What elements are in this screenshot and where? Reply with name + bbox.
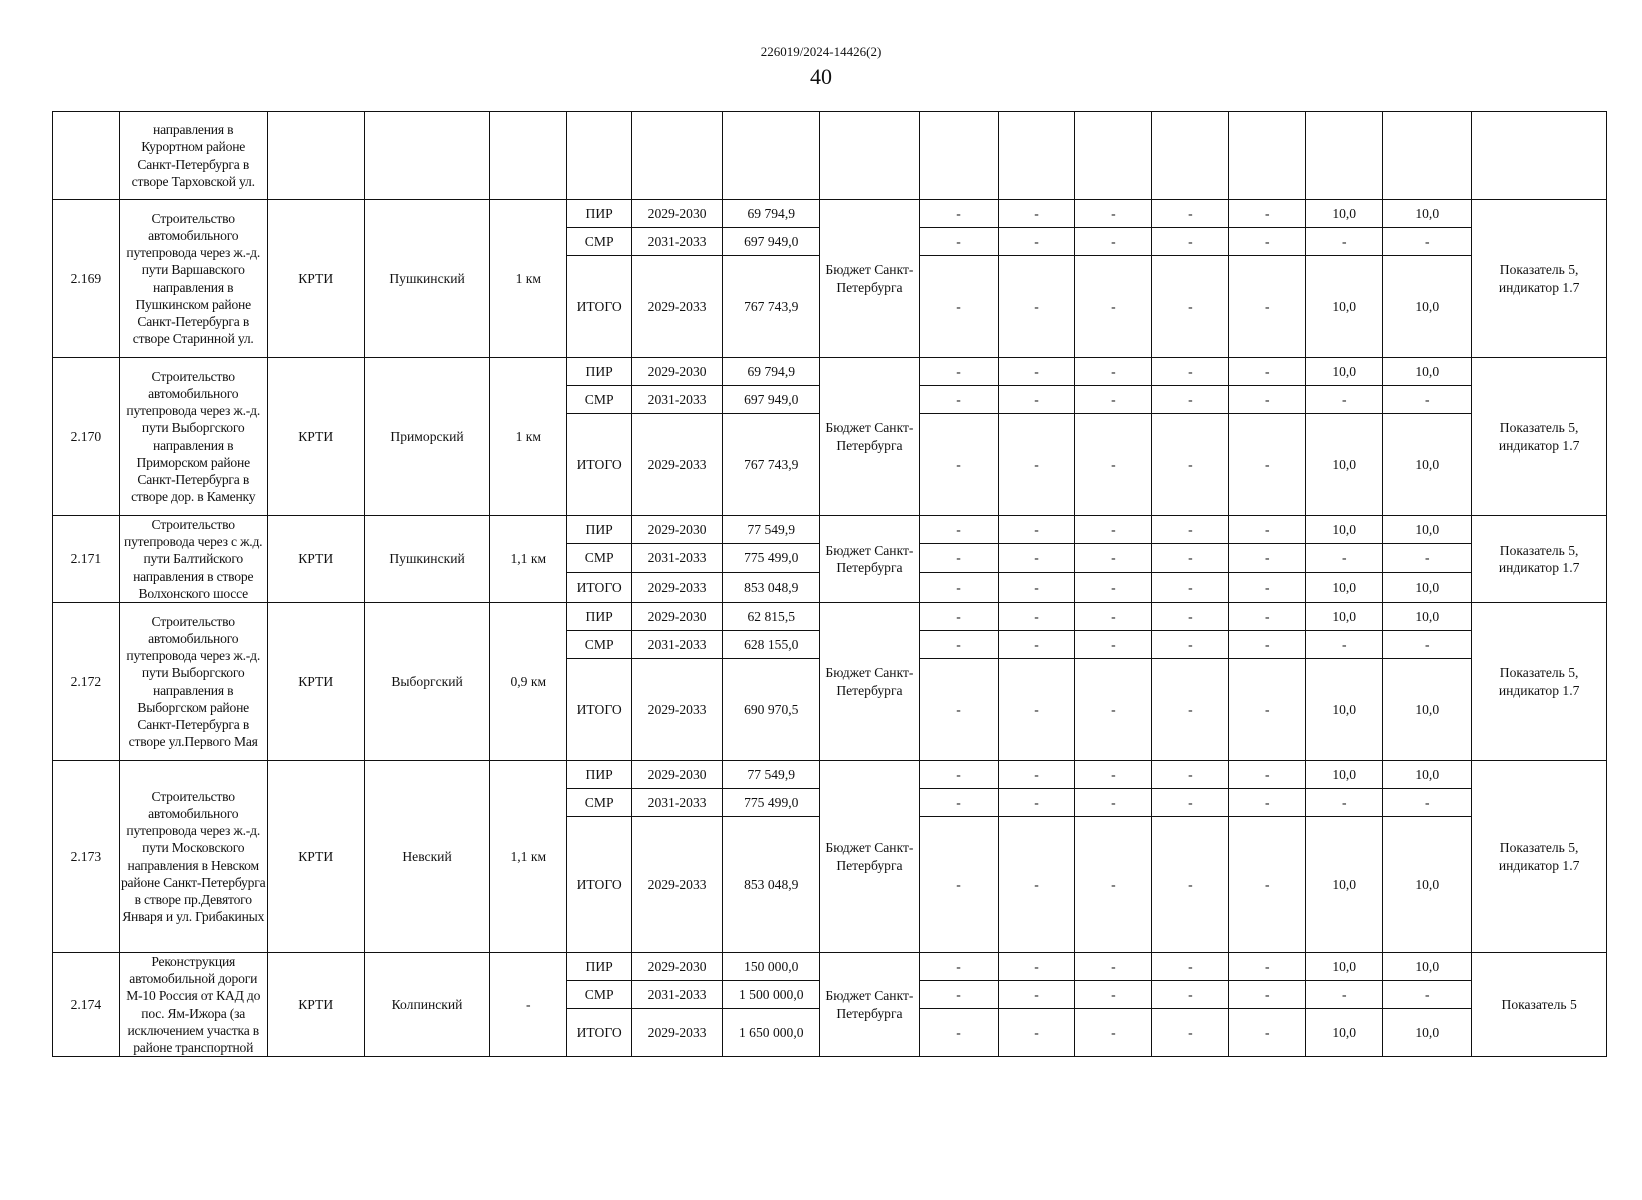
stage-period-cell: 2029-2033	[632, 414, 723, 516]
year-value-cell: -	[1152, 386, 1229, 414]
year-value-cell: -	[1152, 631, 1229, 659]
year-value-cell: -	[1152, 953, 1229, 981]
length-cell: -	[490, 953, 567, 1057]
year-value-cell: -	[919, 544, 998, 572]
year-value-cell: 10,0	[1306, 414, 1383, 516]
stage-type-cell: СМР	[567, 544, 632, 572]
stage-cost-cell: 1 500 000,0	[723, 981, 820, 1009]
empty-cell	[632, 112, 723, 200]
year-value-cell: -	[1075, 544, 1152, 572]
stage-period-cell: 2031-2033	[632, 544, 723, 572]
year-value-cell: -	[1306, 386, 1383, 414]
year-value-cell: 10,0	[1306, 817, 1383, 953]
year-value-cell: -	[1075, 572, 1152, 602]
year-value-cell: -	[919, 603, 998, 631]
year-value-cell: -	[1152, 414, 1229, 516]
year-value-cell: -	[1229, 659, 1306, 761]
object-name-cell: Реконструкция автомобильной дороги М-10 Россия от КАД до пос. Ям-Ижора (за исключением участка в районе транспортной	[119, 953, 267, 1057]
page-number: 40	[810, 64, 832, 89]
year-value-cell: -	[1152, 817, 1229, 953]
year-value-cell: -	[1383, 228, 1472, 256]
row-number-cell: 2.169	[53, 200, 120, 358]
year-value-cell: -	[919, 953, 998, 981]
year-value-cell: -	[1075, 256, 1152, 358]
year-value-cell: -	[1229, 817, 1306, 953]
year-value-cell: -	[1152, 1009, 1229, 1057]
year-value-cell: -	[1152, 200, 1229, 228]
year-value-cell: 10,0	[1306, 200, 1383, 228]
year-value-cell: -	[1075, 603, 1152, 631]
year-value-cell: 10,0	[1383, 603, 1472, 631]
stage-period-cell: 2029-2030	[632, 200, 723, 228]
year-value-cell: -	[1075, 386, 1152, 414]
empty-cell	[998, 112, 1075, 200]
stage-period-cell: 2029-2033	[632, 817, 723, 953]
year-value-cell: -	[998, 358, 1075, 386]
length-cell: 1 км	[490, 200, 567, 358]
responsible-org-cell: КРТИ	[267, 761, 364, 953]
district-cell: Пушкинский	[364, 200, 490, 358]
year-value-cell: -	[1229, 358, 1306, 386]
stage-type-cell: ИТОГО	[567, 817, 632, 953]
stage-cost-cell: 69 794,9	[723, 358, 820, 386]
year-value-cell: -	[998, 659, 1075, 761]
stage-period-cell: 2029-2033	[632, 1009, 723, 1057]
year-value-cell: 10,0	[1383, 256, 1472, 358]
length-cell: 1,1 км	[490, 516, 567, 603]
table-row	[53, 603, 1607, 631]
year-value-cell: 10,0	[1306, 358, 1383, 386]
object-name-cell: Строительство автомобильного путепровода через ж.-д. пути Варшавского направления в Пушкинском районе Санкт-Петербурга в створе Старинной ул.	[119, 200, 267, 358]
empty-cell	[490, 112, 567, 200]
year-value-cell: -	[1152, 516, 1229, 544]
year-value-cell: 10,0	[1383, 414, 1472, 516]
year-value-cell: -	[919, 1009, 998, 1057]
table-row	[53, 358, 1607, 386]
table-row	[53, 516, 1607, 544]
responsible-org-cell: КРТИ	[267, 953, 364, 1057]
empty-cell	[567, 112, 632, 200]
stage-cost-cell: 690 970,5	[723, 659, 820, 761]
stage-type-cell: ПИР	[567, 953, 632, 981]
year-value-cell: -	[1229, 544, 1306, 572]
year-value-cell: -	[998, 603, 1075, 631]
year-value-cell: -	[1229, 572, 1306, 602]
year-value-cell: 10,0	[1306, 1009, 1383, 1057]
year-value-cell: 10,0	[1306, 659, 1383, 761]
responsible-org-cell: КРТИ	[267, 200, 364, 358]
year-value-cell: -	[1152, 256, 1229, 358]
year-value-cell: -	[998, 386, 1075, 414]
stage-type-cell: СМР	[567, 789, 632, 817]
object-name-cell: Строительство путепровода через с ж.д. пути Балтийского направления в створе Волхонского шоссе	[119, 516, 267, 603]
year-value-cell: 10,0	[1306, 256, 1383, 358]
stage-type-cell: ИТОГО	[567, 659, 632, 761]
table-row	[53, 953, 1607, 981]
year-value-cell: -	[1306, 544, 1383, 572]
stage-period-cell: 2029-2030	[632, 953, 723, 981]
stage-period-cell: 2029-2030	[632, 358, 723, 386]
stage-cost-cell: 697 949,0	[723, 386, 820, 414]
empty-cell	[1229, 112, 1306, 200]
stage-period-cell: 2029-2030	[632, 516, 723, 544]
year-value-cell: -	[919, 256, 998, 358]
year-value-cell: -	[998, 414, 1075, 516]
stage-cost-cell: 853 048,9	[723, 572, 820, 602]
year-value-cell: -	[1229, 789, 1306, 817]
responsible-org-cell: КРТИ	[267, 358, 364, 516]
length-cell: 1 км	[490, 358, 567, 516]
length-cell: 0,9 км	[490, 603, 567, 761]
funding-source-cell: Бюджет Санкт-Петербурга	[820, 358, 919, 516]
year-value-cell: -	[998, 228, 1075, 256]
stage-type-cell: СМР	[567, 631, 632, 659]
indicator-cell: Показатель 5, индикатор 1.7	[1472, 200, 1607, 358]
stage-type-cell: ПИР	[567, 603, 632, 631]
stage-cost-cell: 62 815,5	[723, 603, 820, 631]
stage-type-cell: ИТОГО	[567, 256, 632, 358]
year-value-cell: 10,0	[1383, 817, 1472, 953]
year-value-cell: -	[1229, 516, 1306, 544]
empty-cell	[1075, 112, 1152, 200]
year-value-cell: -	[1152, 544, 1229, 572]
year-value-cell: -	[1229, 1009, 1306, 1057]
stage-cost-cell: 628 155,0	[723, 631, 820, 659]
stage-type-cell: ИТОГО	[567, 1009, 632, 1057]
year-value-cell: -	[1383, 631, 1472, 659]
year-value-cell: 10,0	[1383, 358, 1472, 386]
year-value-cell: -	[1152, 603, 1229, 631]
year-value-cell: -	[919, 386, 998, 414]
empty-cell	[820, 112, 919, 200]
stage-period-cell: 2029-2030	[632, 603, 723, 631]
year-value-cell: -	[1306, 631, 1383, 659]
year-value-cell: -	[1075, 358, 1152, 386]
year-value-cell: 10,0	[1383, 761, 1472, 789]
indicator-cell: Показатель 5, индикатор 1.7	[1472, 603, 1607, 761]
stage-cost-cell: 77 549,9	[723, 761, 820, 789]
stage-cost-cell: 150 000,0	[723, 953, 820, 981]
year-value-cell: -	[1383, 789, 1472, 817]
stage-cost-cell: 1 650 000,0	[723, 1009, 820, 1057]
object-name-cell: Строительство автомобильного путепровода через ж.-д. пути Выборгского направления в Выборгском районе Санкт-Петербурга в створе ул.Первого Мая	[119, 603, 267, 761]
row-number-cell: 2.174	[53, 953, 120, 1057]
empty-cell	[53, 112, 120, 200]
year-value-cell: -	[1383, 386, 1472, 414]
row-number-cell: 2.171	[53, 516, 120, 603]
empty-cell	[1306, 112, 1383, 200]
year-value-cell: -	[1383, 981, 1472, 1009]
year-value-cell: -	[1075, 981, 1152, 1009]
district-cell: Выборгский	[364, 603, 490, 761]
year-value-cell: -	[998, 817, 1075, 953]
year-value-cell: -	[1075, 414, 1152, 516]
stage-type-cell: ИТОГО	[567, 572, 632, 602]
funding-source-cell: Бюджет Санкт-Петербурга	[820, 200, 919, 358]
empty-cell	[919, 112, 998, 200]
district-cell: Колпинский	[364, 953, 490, 1057]
indicator-cell: Показатель 5, индикатор 1.7	[1472, 516, 1607, 603]
stage-cost-cell: 767 743,9	[723, 256, 820, 358]
stage-period-cell: 2031-2033	[632, 386, 723, 414]
empty-cell	[364, 112, 490, 200]
year-value-cell: 10,0	[1383, 659, 1472, 761]
stage-type-cell: ПИР	[567, 200, 632, 228]
year-value-cell: 10,0	[1306, 516, 1383, 544]
year-value-cell: -	[1306, 789, 1383, 817]
year-value-cell: -	[919, 761, 998, 789]
row-number-cell: 2.172	[53, 603, 120, 761]
year-value-cell: -	[1075, 516, 1152, 544]
stage-type-cell: СМР	[567, 386, 632, 414]
year-value-cell: 10,0	[1306, 953, 1383, 981]
stage-period-cell: 2029-2033	[632, 256, 723, 358]
district-cell: Невский	[364, 761, 490, 953]
year-value-cell: 10,0	[1383, 572, 1472, 602]
empty-cell	[1152, 112, 1229, 200]
responsible-org-cell: КРТИ	[267, 516, 364, 603]
year-value-cell: 10,0	[1306, 572, 1383, 602]
stage-cost-cell: 853 048,9	[723, 817, 820, 953]
year-value-cell: -	[1075, 761, 1152, 789]
year-value-cell: 10,0	[1306, 603, 1383, 631]
year-value-cell: -	[1152, 981, 1229, 1009]
year-value-cell: -	[919, 358, 998, 386]
year-value-cell: -	[998, 1009, 1075, 1057]
year-value-cell: -	[1229, 228, 1306, 256]
stage-period-cell: 2031-2033	[632, 631, 723, 659]
year-value-cell: -	[1229, 603, 1306, 631]
year-value-cell: -	[1075, 953, 1152, 981]
year-value-cell: -	[998, 256, 1075, 358]
stage-type-cell: ПИР	[567, 761, 632, 789]
year-value-cell: -	[998, 761, 1075, 789]
stage-type-cell: СМР	[567, 228, 632, 256]
year-value-cell: -	[1229, 981, 1306, 1009]
empty-cell	[267, 112, 364, 200]
stage-type-cell: ИТОГО	[567, 414, 632, 516]
year-value-cell: -	[1229, 200, 1306, 228]
empty-cell	[1472, 112, 1607, 200]
indicator-cell: Показатель 5, индикатор 1.7	[1472, 761, 1607, 953]
year-value-cell: -	[919, 572, 998, 602]
stage-cost-cell: 697 949,0	[723, 228, 820, 256]
stage-period-cell: 2031-2033	[632, 789, 723, 817]
year-value-cell: -	[919, 817, 998, 953]
indicator-cell: Показатель 5	[1472, 953, 1607, 1057]
stage-period-cell: 2029-2033	[632, 659, 723, 761]
year-value-cell: 10,0	[1306, 761, 1383, 789]
year-value-cell: -	[1075, 817, 1152, 953]
year-value-cell: -	[998, 200, 1075, 228]
year-value-cell: -	[1152, 358, 1229, 386]
year-value-cell: -	[998, 544, 1075, 572]
year-value-cell: -	[1075, 789, 1152, 817]
stage-period-cell: 2031-2033	[632, 228, 723, 256]
stage-cost-cell: 69 794,9	[723, 200, 820, 228]
funding-source-cell: Бюджет Санкт-Петербурга	[820, 516, 919, 603]
continuation-row	[53, 112, 1607, 200]
stage-period-cell: 2031-2033	[632, 981, 723, 1009]
year-value-cell: 10,0	[1383, 516, 1472, 544]
year-value-cell: -	[998, 516, 1075, 544]
object-name-cell: Строительство автомобильного путепровода через ж.-д. пути Выборгского направления в Приморском районе Санкт-Петербурга в створе дор. в Каменку	[119, 358, 267, 516]
year-value-cell: -	[1152, 572, 1229, 602]
indicator-cell: Показатель 5, индикатор 1.7	[1472, 358, 1607, 516]
year-value-cell: -	[1152, 659, 1229, 761]
year-value-cell: -	[919, 789, 998, 817]
year-value-cell: -	[919, 200, 998, 228]
year-value-cell: -	[1075, 1009, 1152, 1057]
year-value-cell: 10,0	[1383, 200, 1472, 228]
year-value-cell: -	[998, 789, 1075, 817]
year-value-cell: -	[919, 631, 998, 659]
year-value-cell: -	[1229, 953, 1306, 981]
year-value-cell: -	[1075, 228, 1152, 256]
length-cell: 1,1 км	[490, 761, 567, 953]
stage-period-cell: 2029-2033	[632, 572, 723, 602]
funding-source-cell: Бюджет Санкт-Петербурга	[820, 953, 919, 1057]
year-value-cell: -	[1152, 761, 1229, 789]
year-value-cell: -	[1075, 200, 1152, 228]
program-table	[52, 111, 1607, 1057]
year-value-cell: -	[1229, 386, 1306, 414]
year-value-cell: -	[1229, 414, 1306, 516]
object-name-cell: Строительство автомобильного путепровода через ж.-д. пути Московского направления в Невском районе Санкт-Петербурга в створе пр.Девятого Января и ул. Грибакиных	[119, 761, 267, 953]
object-name-cell: направления в Курортном районе Санкт-Петербурга в створе Тарховской ул.	[119, 112, 267, 200]
year-value-cell: -	[998, 572, 1075, 602]
year-value-cell: -	[1229, 761, 1306, 789]
year-value-cell: -	[1152, 789, 1229, 817]
district-cell: Приморский	[364, 358, 490, 516]
year-value-cell: -	[919, 659, 998, 761]
stage-type-cell: СМР	[567, 981, 632, 1009]
year-value-cell: -	[919, 516, 998, 544]
year-value-cell: 10,0	[1383, 953, 1472, 981]
table-row	[53, 761, 1607, 789]
year-value-cell: -	[919, 228, 998, 256]
district-cell: Пушкинский	[364, 516, 490, 603]
year-value-cell: -	[1152, 228, 1229, 256]
year-value-cell: -	[1075, 631, 1152, 659]
stage-cost-cell: 775 499,0	[723, 544, 820, 572]
year-value-cell: -	[1229, 256, 1306, 358]
year-value-cell: -	[1229, 631, 1306, 659]
year-value-cell: -	[1075, 659, 1152, 761]
year-value-cell: -	[919, 981, 998, 1009]
row-number-cell: 2.170	[53, 358, 120, 516]
year-value-cell: -	[998, 631, 1075, 659]
empty-cell	[723, 112, 820, 200]
document-id: 226019/2024-14426(2)	[760, 44, 882, 59]
row-number-cell: 2.173	[53, 761, 120, 953]
year-value-cell: -	[919, 414, 998, 516]
year-value-cell: -	[1383, 544, 1472, 572]
table-row	[53, 200, 1607, 228]
funding-source-cell: Бюджет Санкт-Петербурга	[820, 603, 919, 761]
year-value-cell: 10,0	[1383, 1009, 1472, 1057]
year-value-cell: -	[1306, 981, 1383, 1009]
stage-type-cell: ПИР	[567, 516, 632, 544]
stage-cost-cell: 77 549,9	[723, 516, 820, 544]
responsible-org-cell: КРТИ	[267, 603, 364, 761]
stage-period-cell: 2029-2030	[632, 761, 723, 789]
year-value-cell: -	[998, 953, 1075, 981]
funding-source-cell: Бюджет Санкт-Петербурга	[820, 761, 919, 953]
year-value-cell: -	[1306, 228, 1383, 256]
stage-cost-cell: 775 499,0	[723, 789, 820, 817]
stage-cost-cell: 767 743,9	[723, 414, 820, 516]
year-value-cell: -	[998, 981, 1075, 1009]
stage-type-cell: ПИР	[567, 358, 632, 386]
empty-cell	[1383, 112, 1472, 200]
